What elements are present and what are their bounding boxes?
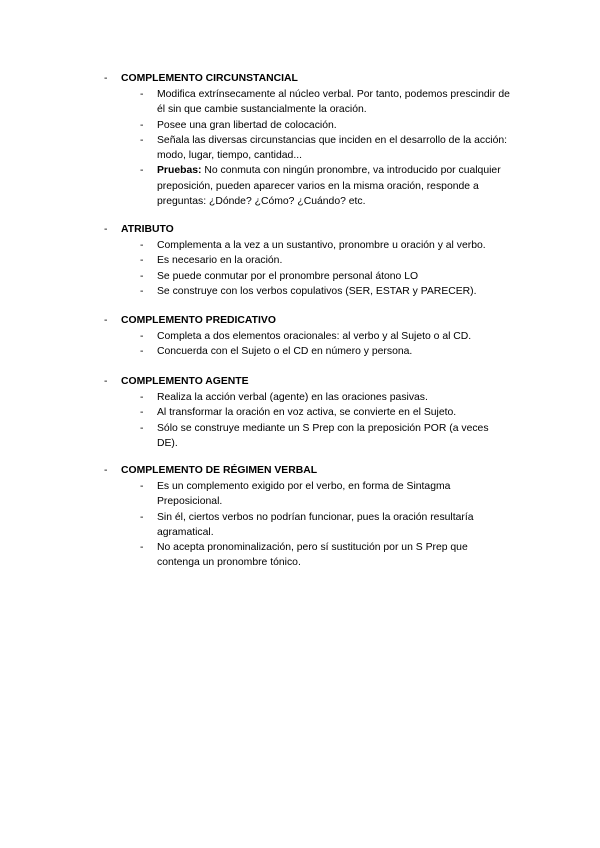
list-item <box>104 405 512 420</box>
item-bullet: - <box>140 134 144 146</box>
item-text <box>157 286 477 297</box>
item-bullet: - <box>140 89 144 100</box>
list-item <box>104 238 512 253</box>
item-text <box>157 135 507 161</box>
item-body: Modifica extrínsecamente al núcleo verbal. Por tanto, podemos prescindir de él sin que cambie sustancialmente la oración. <box>157 89 510 116</box>
list-item <box>104 344 512 359</box>
item-text <box>157 165 501 207</box>
section-title: COMPLEMENTO AGENTE <box>121 376 249 387</box>
item-body: Sólo se construye mediante un S Prep con la preposición POR (a veces DE). <box>157 422 489 449</box>
item-body: Al transformar la oración en voz activa, se convierte en el Sujeto. <box>157 407 457 419</box>
item-body: Concuerda con el Sujeto o el CD en número y persona. <box>157 346 413 358</box>
item-text <box>157 255 282 266</box>
item-text <box>157 392 428 403</box>
section-item-list <box>104 238 512 299</box>
item-text <box>157 89 510 115</box>
section-title: COMPLEMENTO DE RÉGIMEN VERBAL <box>121 465 318 476</box>
item-text <box>157 423 489 449</box>
item-body: Sin él, ciertos verbos no podrían funcionar, pues la oración resultaría agramatical. <box>157 511 474 538</box>
item-bullet: - <box>140 392 144 403</box>
list-item <box>104 390 512 405</box>
item-bullet: - <box>140 255 144 267</box>
section-item-list <box>104 479 512 571</box>
section-header <box>104 463 512 479</box>
item-text <box>157 120 337 131</box>
list-item <box>104 329 512 344</box>
list-item <box>104 540 512 571</box>
list-item <box>104 421 512 452</box>
item-bullet: - <box>140 119 144 131</box>
section-atributo <box>104 222 512 299</box>
item-bullet: - <box>140 481 144 492</box>
section-complemento-circunstancial <box>104 71 512 209</box>
item-text <box>157 271 418 282</box>
item-text <box>157 407 456 418</box>
section-bullet: - <box>104 465 108 476</box>
section-item-list <box>104 329 512 360</box>
section-header <box>104 222 512 238</box>
item-bullet: - <box>140 165 144 177</box>
item-body: Realiza la acción verbal (agente) en las oraciones pasivas. <box>157 392 428 403</box>
item-body: Se puede conmutar por el pronombre personal átono LO <box>157 270 419 282</box>
section-title: COMPLEMENTO CIRCUNSTANCIAL <box>121 73 298 84</box>
item-body: Es necesario en la oración. <box>157 255 283 267</box>
item-text <box>157 481 450 507</box>
section-complemento-agente <box>104 374 512 451</box>
item-text <box>157 542 468 568</box>
item-bullet: - <box>140 270 144 282</box>
section-bullet: - <box>104 73 108 84</box>
section-header <box>104 374 512 390</box>
item-bullet: - <box>140 422 144 434</box>
item-body: No conmuta con ningún pronombre, va introducido por cualquier preposición, pueden aparecer varios en la misma oración, responde a preguntas: ¿Dónde? ¿Cómo? ¿Cuándo? etc. <box>157 165 501 208</box>
item-bold-label: Pruebas: <box>157 165 202 177</box>
list-item <box>104 118 512 133</box>
item-bullet: - <box>140 346 144 358</box>
list-item <box>104 479 512 510</box>
item-body: Se construye con los verbos copulativos (SER, ESTAR y PARECER). <box>157 285 477 297</box>
list-item <box>104 269 512 284</box>
item-text <box>157 512 474 538</box>
section-complemento-predicativo <box>104 313 512 360</box>
list-item <box>104 163 512 209</box>
item-body: No acepta pronominalización, pero sí sustitución por un S Prep que contenga un pronombre tónico. <box>157 542 468 569</box>
item-text <box>157 331 471 342</box>
item-body: Posee una gran libertad de colocación. <box>157 119 337 131</box>
item-body: Completa a dos elementos oracionales: al verbo y al Sujeto o al CD. <box>157 331 472 342</box>
section-item-list <box>104 390 512 451</box>
list-item <box>104 510 512 541</box>
list-item <box>104 133 512 164</box>
item-bullet: - <box>140 331 144 342</box>
section-bullet: - <box>104 224 108 235</box>
item-bullet: - <box>140 542 144 554</box>
item-body: Es un complemento exigido por el verbo, en forma de Sintagma Preposicional. <box>157 481 451 508</box>
section-bullet: - <box>104 376 108 387</box>
section-complemento-regimen-verbal <box>104 463 512 571</box>
section-title: COMPLEMENTO PREDICATIVO <box>121 315 276 326</box>
item-text <box>157 240 486 251</box>
section-title: ATRIBUTO <box>121 224 174 235</box>
section-item-list <box>104 87 512 209</box>
item-bullet: - <box>140 407 144 419</box>
item-bullet: - <box>140 511 144 523</box>
section-header <box>104 313 512 329</box>
section-bullet: - <box>104 315 108 326</box>
list-item <box>104 284 512 299</box>
item-bullet: - <box>140 285 144 297</box>
list-item <box>104 87 512 118</box>
list-item <box>104 253 512 268</box>
item-bullet: - <box>140 240 144 251</box>
item-body: Señala las diversas circunstancias que inciden en el desarrollo de la acción: modo, lugar, tiempo, cantidad... <box>157 134 508 162</box>
section-header <box>104 71 512 87</box>
item-text <box>157 346 412 357</box>
item-body: Complementa a la vez a un sustantivo, pronombre u oración y al verbo. <box>157 240 486 251</box>
